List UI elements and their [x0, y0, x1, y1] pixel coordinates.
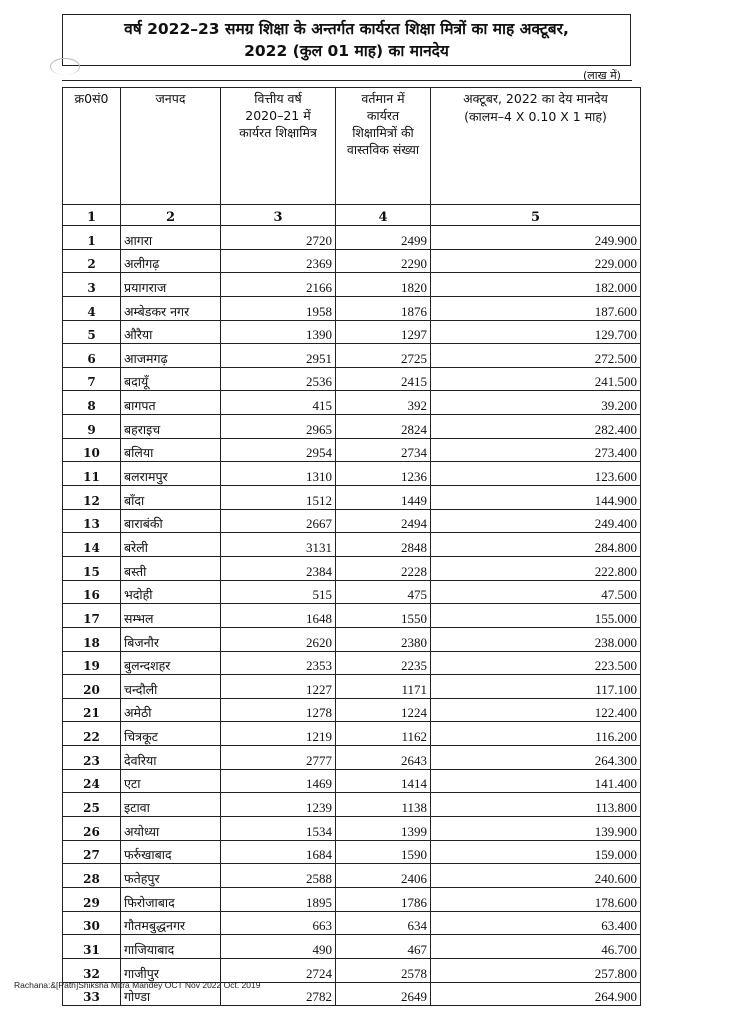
header-col4-line: कार्यरत [366, 108, 400, 123]
table-row [63, 249, 641, 273]
row-current-count: 2643 [336, 746, 431, 770]
row-mandey: 238.000 [431, 627, 641, 651]
row-sno: 19 [63, 651, 121, 675]
row-sno: 29 [63, 887, 121, 911]
row-mandey: 264.300 [431, 746, 641, 770]
row-working-2020-21: 663 [221, 911, 336, 935]
row-current-count: 634 [336, 911, 431, 935]
header-col4-line: वास्तविक संख्या [346, 142, 420, 157]
row-working-2020-21: 1648 [221, 604, 336, 628]
row-sno: 28 [63, 864, 121, 888]
row-current-count: 1224 [336, 698, 431, 722]
row-district: देवरिया [121, 746, 221, 770]
row-district: फिरोजाबाद [121, 887, 221, 911]
row-sno: 12 [63, 486, 121, 510]
col-number: 4 [336, 205, 431, 226]
row-mandey: 282.400 [431, 415, 641, 439]
table-row [63, 367, 641, 391]
row-current-count: 2415 [336, 367, 431, 391]
row-district: बाँदा [121, 486, 221, 510]
row-sno: 26 [63, 817, 121, 841]
table-row [63, 769, 641, 793]
row-sno: 32 [63, 958, 121, 982]
row-mandey: 222.800 [431, 556, 641, 580]
row-sno: 1 [63, 226, 121, 250]
row-mandey: 249.400 [431, 509, 641, 533]
table-row [63, 793, 641, 817]
header-row [63, 88, 641, 205]
row-working-2020-21: 415 [221, 391, 336, 415]
table-row [63, 627, 641, 651]
header-col3-line: कार्यरत शिक्षामित्र [239, 125, 317, 140]
row-working-2020-21: 2384 [221, 556, 336, 580]
row-sno: 11 [63, 462, 121, 486]
row-district: बस्ती [121, 556, 221, 580]
row-current-count: 2734 [336, 438, 431, 462]
row-sno: 21 [63, 698, 121, 722]
table-row [63, 533, 641, 557]
row-current-count: 475 [336, 580, 431, 604]
row-district: बलरामपुर [121, 462, 221, 486]
row-district: बलिया [121, 438, 221, 462]
footer-path: Rachana:&[Path]Shiksha Mitra Mandey OCT Nov 2022 Oct. 2019 [14, 980, 261, 990]
row-sno: 33 [63, 982, 121, 1006]
row-mandey: 223.500 [431, 651, 641, 675]
row-current-count: 2824 [336, 415, 431, 439]
header-col4 [336, 88, 431, 205]
table-row [63, 722, 641, 746]
row-sno: 5 [63, 320, 121, 344]
row-district: प्रयागराज [121, 273, 221, 297]
row-sno: 31 [63, 935, 121, 959]
row-mandey: 117.100 [431, 675, 641, 699]
punch-hole-mark [50, 58, 80, 75]
row-mandey: 273.400 [431, 438, 641, 462]
row-working-2020-21: 2353 [221, 651, 336, 675]
table-row [63, 840, 641, 864]
row-district: अम्बेडकर नगर [121, 296, 221, 320]
table-row [63, 675, 641, 699]
table-row [63, 344, 641, 368]
row-working-2020-21: 2369 [221, 249, 336, 273]
table-row [63, 580, 641, 604]
row-sno: 22 [63, 722, 121, 746]
row-sno: 13 [63, 509, 121, 533]
row-current-count: 1449 [336, 486, 431, 510]
row-mandey: 284.800 [431, 533, 641, 557]
table-row [63, 651, 641, 675]
row-working-2020-21: 2777 [221, 746, 336, 770]
mandey-table [62, 87, 641, 1006]
header-sno: क्र0सं0 [63, 88, 121, 205]
row-district: चन्दौली [121, 675, 221, 699]
row-district: गोण्डा [121, 982, 221, 1006]
row-working-2020-21: 1534 [221, 817, 336, 841]
row-current-count: 2406 [336, 864, 431, 888]
table-row [63, 296, 641, 320]
row-mandey: 122.400 [431, 698, 641, 722]
row-district: सम्भल [121, 604, 221, 628]
row-current-count: 2380 [336, 627, 431, 651]
row-working-2020-21: 2620 [221, 627, 336, 651]
row-district: भदोही [121, 580, 221, 604]
row-mandey: 159.000 [431, 840, 641, 864]
row-district: गाजियाबाद [121, 935, 221, 959]
row-district: बहराइच [121, 415, 221, 439]
row-district: बदायूँ [121, 367, 221, 391]
row-working-2020-21: 2536 [221, 367, 336, 391]
title-line-2: 2022 (कुल 01 माह) का मानदेय [244, 42, 449, 60]
row-current-count: 2499 [336, 226, 431, 250]
divider [62, 80, 632, 81]
table-row [63, 817, 641, 841]
row-district: चित्रकूट [121, 722, 221, 746]
row-district: आगरा [121, 226, 221, 250]
row-working-2020-21: 1684 [221, 840, 336, 864]
header-col3-line: 2020–21 में [245, 108, 311, 123]
header-col5-line: अक्टूबर, 2022 का देय मानदेय [463, 91, 608, 106]
row-district: अयोध्या [121, 817, 221, 841]
row-current-count: 2290 [336, 249, 431, 273]
row-sno: 6 [63, 344, 121, 368]
row-sno: 27 [63, 840, 121, 864]
row-district: गाजीपुर [121, 958, 221, 982]
row-district: अलीगढ़ [121, 249, 221, 273]
row-mandey: 129.700 [431, 320, 641, 344]
row-mandey: 139.900 [431, 817, 641, 841]
row-sno: 3 [63, 273, 121, 297]
row-current-count: 467 [336, 935, 431, 959]
row-working-2020-21: 3131 [221, 533, 336, 557]
row-current-count: 1171 [336, 675, 431, 699]
row-sno: 25 [63, 793, 121, 817]
row-mandey: 116.200 [431, 722, 641, 746]
row-current-count: 2649 [336, 982, 431, 1006]
table-row [63, 746, 641, 770]
row-working-2020-21: 2166 [221, 273, 336, 297]
row-current-count: 1138 [336, 793, 431, 817]
col-number: 5 [431, 205, 641, 226]
header-col4-line: शिक्षामित्रों की [352, 125, 414, 140]
row-current-count: 392 [336, 391, 431, 415]
row-sno: 15 [63, 556, 121, 580]
row-sno: 9 [63, 415, 121, 439]
row-current-count: 2228 [336, 556, 431, 580]
row-mandey: 144.900 [431, 486, 641, 510]
table-row [63, 604, 641, 628]
row-mandey: 257.800 [431, 958, 641, 982]
row-working-2020-21: 1895 [221, 887, 336, 911]
table-body [63, 226, 641, 1006]
row-district: बिजनौर [121, 627, 221, 651]
col-number: 2 [121, 205, 221, 226]
row-district: एटा [121, 769, 221, 793]
row-mandey: 113.800 [431, 793, 641, 817]
row-mandey: 241.500 [431, 367, 641, 391]
row-current-count: 1236 [336, 462, 431, 486]
row-sno: 17 [63, 604, 121, 628]
table-row [63, 438, 641, 462]
row-working-2020-21: 515 [221, 580, 336, 604]
row-working-2020-21: 1278 [221, 698, 336, 722]
row-current-count: 2494 [336, 509, 431, 533]
row-mandey: 63.400 [431, 911, 641, 935]
row-mandey: 272.500 [431, 344, 641, 368]
row-mandey: 46.700 [431, 935, 641, 959]
row-working-2020-21: 2951 [221, 344, 336, 368]
row-district: बागपत [121, 391, 221, 415]
table-row [63, 887, 641, 911]
table-row [63, 486, 641, 510]
row-working-2020-21: 1310 [221, 462, 336, 486]
row-district: बरेली [121, 533, 221, 557]
row-working-2020-21: 1958 [221, 296, 336, 320]
row-working-2020-21: 1512 [221, 486, 336, 510]
header-col3-line: वित्तीय वर्ष [254, 91, 302, 106]
row-working-2020-21: 490 [221, 935, 336, 959]
table-row [63, 273, 641, 297]
row-current-count: 1786 [336, 887, 431, 911]
table-row [63, 864, 641, 888]
header-col3 [221, 88, 336, 205]
row-working-2020-21: 2965 [221, 415, 336, 439]
row-district: आजमगढ़ [121, 344, 221, 368]
col-number: 1 [63, 205, 121, 226]
row-sno: 14 [63, 533, 121, 557]
header-col5-line: (कालम–4 X 0.10 X 1 माह) [464, 109, 607, 124]
row-current-count: 2578 [336, 958, 431, 982]
document-title [62, 14, 631, 66]
row-mandey: 249.900 [431, 226, 641, 250]
row-current-count: 1399 [336, 817, 431, 841]
row-working-2020-21: 1469 [221, 769, 336, 793]
table-row [63, 935, 641, 959]
row-mandey: 141.400 [431, 769, 641, 793]
row-working-2020-21: 2724 [221, 958, 336, 982]
row-current-count: 1414 [336, 769, 431, 793]
table-row [63, 958, 641, 982]
row-district: औरैया [121, 320, 221, 344]
row-current-count: 1297 [336, 320, 431, 344]
table-row [63, 509, 641, 533]
header-col4-line: वर्तमान में [361, 91, 405, 106]
unit-label: (लाख में) [583, 69, 621, 82]
table-row [63, 391, 641, 415]
row-working-2020-21: 1227 [221, 675, 336, 699]
row-mandey: 182.000 [431, 273, 641, 297]
row-mandey: 47.500 [431, 580, 641, 604]
row-mandey: 229.000 [431, 249, 641, 273]
row-district: बाराबंकी [121, 509, 221, 533]
col-number: 3 [221, 205, 336, 226]
table-row [63, 320, 641, 344]
row-sno: 23 [63, 746, 121, 770]
row-sno: 8 [63, 391, 121, 415]
row-current-count: 1162 [336, 722, 431, 746]
row-working-2020-21: 2667 [221, 509, 336, 533]
row-sno: 7 [63, 367, 121, 391]
row-sno: 20 [63, 675, 121, 699]
row-district: अमेठी [121, 698, 221, 722]
row-mandey: 187.600 [431, 296, 641, 320]
row-mandey: 264.900 [431, 982, 641, 1006]
row-current-count: 1550 [336, 604, 431, 628]
title-line-1: वर्ष 2022–23 समग्र शिक्षा के अन्तर्गत कार्यरत शिक्षा मित्रों का माह अक्टूबर, [124, 20, 569, 38]
row-working-2020-21: 2954 [221, 438, 336, 462]
row-current-count: 2848 [336, 533, 431, 557]
row-current-count: 2725 [336, 344, 431, 368]
table-row [63, 415, 641, 439]
row-district: बुलन्दशहर [121, 651, 221, 675]
row-working-2020-21: 2782 [221, 982, 336, 1006]
row-sno: 24 [63, 769, 121, 793]
table-row [63, 462, 641, 486]
row-current-count: 1820 [336, 273, 431, 297]
row-sno: 4 [63, 296, 121, 320]
row-sno: 2 [63, 249, 121, 273]
row-working-2020-21: 1390 [221, 320, 336, 344]
row-mandey: 178.600 [431, 887, 641, 911]
table-row [63, 556, 641, 580]
row-working-2020-21: 1239 [221, 793, 336, 817]
row-district: फतेहपुर [121, 864, 221, 888]
row-district: गौतमबुद्धनगर [121, 911, 221, 935]
header-col5 [431, 88, 641, 205]
table-row [63, 698, 641, 722]
row-sno: 16 [63, 580, 121, 604]
row-mandey: 39.200 [431, 391, 641, 415]
row-district: इटावा [121, 793, 221, 817]
header-district: जनपद [121, 88, 221, 205]
row-mandey: 155.000 [431, 604, 641, 628]
row-mandey: 123.600 [431, 462, 641, 486]
row-mandey: 240.600 [431, 864, 641, 888]
row-sno: 10 [63, 438, 121, 462]
row-sno: 30 [63, 911, 121, 935]
row-current-count: 2235 [336, 651, 431, 675]
column-number-row [63, 205, 641, 226]
row-working-2020-21: 2720 [221, 226, 336, 250]
table-row [63, 226, 641, 250]
row-current-count: 1876 [336, 296, 431, 320]
row-current-count: 1590 [336, 840, 431, 864]
table-row [63, 911, 641, 935]
row-district: फर्रुखाबाद [121, 840, 221, 864]
row-sno: 18 [63, 627, 121, 651]
row-working-2020-21: 2588 [221, 864, 336, 888]
row-working-2020-21: 1219 [221, 722, 336, 746]
